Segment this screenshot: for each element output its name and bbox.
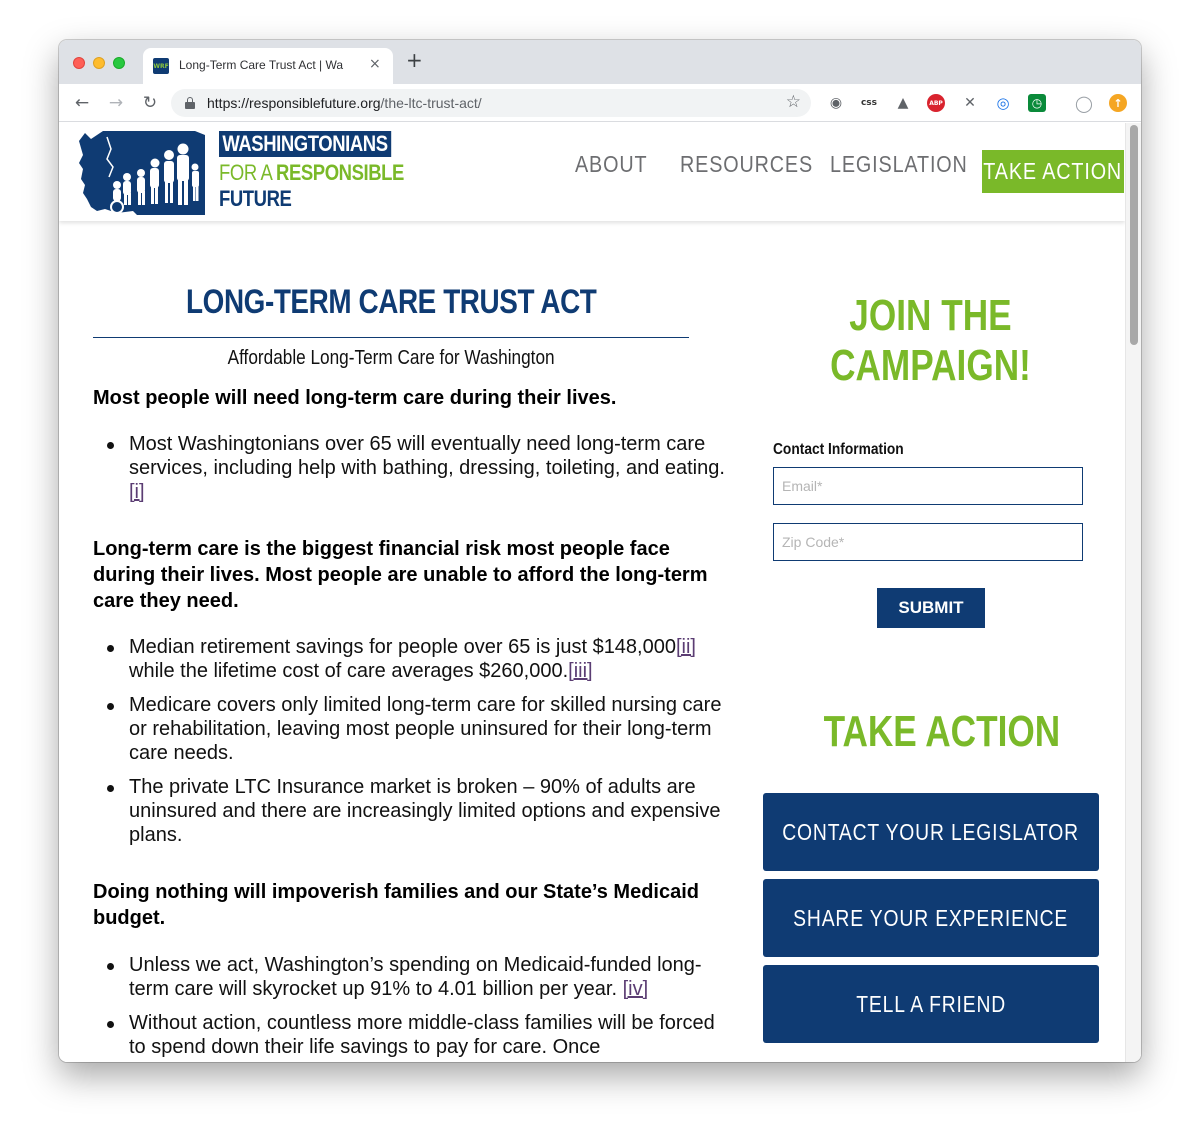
nav-legislation[interactable]: LEGISLATION — [830, 151, 968, 177]
forward-button[interactable]: → — [108, 93, 124, 113]
section-list-1 — [93, 432, 733, 514]
tab-strip — [59, 40, 1141, 84]
page-subtitle — [93, 347, 689, 370]
tab-title: Long-Term Care Trust Act | Wa — [179, 58, 344, 72]
bullet-text: Most Washingtonians over 65 will eventually need long-term care services, including help with bathing, dressing, toileting, and eating. — [129, 433, 725, 479]
list-item — [93, 432, 733, 504]
join-line-1: JOIN THE — [848, 291, 1012, 340]
citation-link-iv[interactable]: [iv] — [622, 978, 649, 1000]
shuffle-icon[interactable]: ✕ — [964, 95, 976, 111]
section-list-2 — [93, 635, 733, 857]
take-action-heading-text: TAKE ACTION — [823, 707, 1061, 756]
maximize-window-button[interactable] — [113, 57, 125, 69]
section-heading-3: Doing nothing will impoverish families and our State’s Medicaid budget. — [93, 881, 700, 929]
google-drive-icon[interactable]: ▲ — [897, 95, 909, 111]
logo-line-3: FUTURE — [219, 186, 292, 211]
site-favicon-icon: WRF — [153, 58, 169, 74]
browser-toolbar — [59, 84, 1141, 122]
page-subtitle-text: Affordable Long-Term Care for Washington — [227, 347, 555, 369]
bullet-text: Median retirement savings for people over 65 is just $148,000 — [129, 636, 676, 658]
list-item — [93, 693, 733, 765]
section-list-3 — [93, 953, 733, 1062]
page-title-text: LONG-TERM CARE TRUST ACT — [185, 283, 597, 321]
page-title — [93, 283, 689, 322]
back-button[interactable]: ← — [74, 93, 90, 113]
title-divider — [93, 337, 689, 338]
share-your-experience-button[interactable] — [763, 879, 1099, 957]
browser-tab-active[interactable] — [143, 48, 393, 84]
profile-icon[interactable]: ◯ — [1075, 93, 1093, 113]
tell-a-friend-button[interactable] — [763, 965, 1099, 1043]
contact-legislator-label: CONTACT YOUR LEGISLATOR — [782, 818, 1080, 845]
contact-label-text: Contact Information — [773, 441, 904, 458]
bullet-text: Medicare covers only limited long-term care for skilled nursing care or rehabilitation, leaving most people uninsured for their long-term care needs. — [129, 694, 722, 764]
nav-resources[interactable]: RESOURCES — [680, 151, 814, 177]
washington-map-logo-icon[interactable] — [77, 127, 209, 217]
site-header — [59, 123, 1125, 221]
page-viewport — [59, 123, 1141, 1062]
contact-your-legislator-button[interactable] — [763, 793, 1099, 871]
close-window-button[interactable] — [73, 57, 85, 69]
join-campaign-heading — [794, 291, 1066, 391]
scrollbar-thumb[interactable] — [1130, 125, 1138, 345]
logo-line-1: WASHINGTONIANS — [219, 131, 391, 157]
adblock-plus-icon[interactable]: ABP — [927, 94, 945, 112]
bookmark-star-icon[interactable]: ☆ — [785, 92, 801, 112]
list-item — [93, 635, 733, 683]
tell-friend-label: TELL A FRIEND — [856, 990, 1006, 1017]
nav-take-action-label: TAKE ACTION — [983, 158, 1123, 184]
citation-link-iii[interactable]: [iii] — [568, 660, 593, 682]
citation-link-ii[interactable]: [ii] — [675, 636, 696, 658]
logo-line-2 — [219, 160, 404, 186]
share-experience-label: SHARE YOUR EXPERIENCE — [793, 904, 1069, 931]
update-icon[interactable]: ↑ — [1109, 94, 1127, 112]
logo-responsible: RESPONSIBLE — [276, 160, 404, 185]
site-logo-wordmark[interactable] — [219, 131, 439, 212]
new-tab-button[interactable]: + — [406, 48, 423, 72]
browser-window — [59, 40, 1141, 1062]
compass-icon[interactable]: ◎ — [996, 94, 1010, 112]
reload-button[interactable]: ↻ — [142, 93, 158, 113]
section-heading-1: Most people will need long-term care during their lives. — [93, 387, 617, 409]
list-item — [93, 775, 733, 847]
url-text — [207, 95, 482, 111]
lock-icon — [185, 97, 195, 109]
section-heading-2: Long-term care is the biggest financial risk most people face during their lives. Most people are unable to afford the long-term care they need. — [93, 538, 708, 612]
page-scrollbar[interactable] — [1125, 123, 1141, 1062]
take-action-heading — [794, 707, 1066, 757]
css-viewer-icon[interactable]: css — [860, 98, 878, 108]
list-item — [93, 1011, 733, 1059]
bullet-text: The private LTC Insurance market is broken – 90% of adults are uninsured and there are increasingly limited options and expensive plans. — [129, 776, 721, 846]
logo-for-a: FOR A — [219, 160, 277, 185]
list-item — [93, 953, 733, 1001]
timer-icon[interactable]: ◷ — [1028, 94, 1046, 112]
join-line-2: CAMPAIGN! — [829, 341, 1031, 390]
bullet-text: Unless we act, Washington’s spending on Medicaid-funded long-term care will skyrocket up 91% to 4.01 billion per year. — [129, 954, 702, 1000]
citation-link-i[interactable]: [i] — [129, 481, 145, 503]
url-host: https://responsiblefuture.org — [207, 95, 381, 111]
tab-close-icon[interactable]: × — [369, 56, 381, 72]
url-path: /the-ltc-trust-act/ — [380, 95, 482, 111]
bullet-text-cont: while the lifetime cost of care averages $260,000. — [129, 660, 569, 682]
address-bar[interactable] — [171, 89, 811, 117]
email-field[interactable] — [773, 467, 1083, 505]
minimize-window-button[interactable] — [93, 57, 105, 69]
contact-information-label — [773, 441, 925, 459]
zip-code-field[interactable] — [773, 523, 1083, 561]
bullet-text: Without action, countless more middle-class families will be forced to spend down their life savings to pay for care. Once — [129, 1012, 715, 1058]
nav-take-action-button[interactable] — [982, 150, 1124, 193]
camera-icon[interactable]: ◉ — [829, 95, 843, 111]
submit-button[interactable]: SUBMIT — [877, 588, 985, 628]
nav-about[interactable]: ABOUT — [575, 151, 648, 177]
